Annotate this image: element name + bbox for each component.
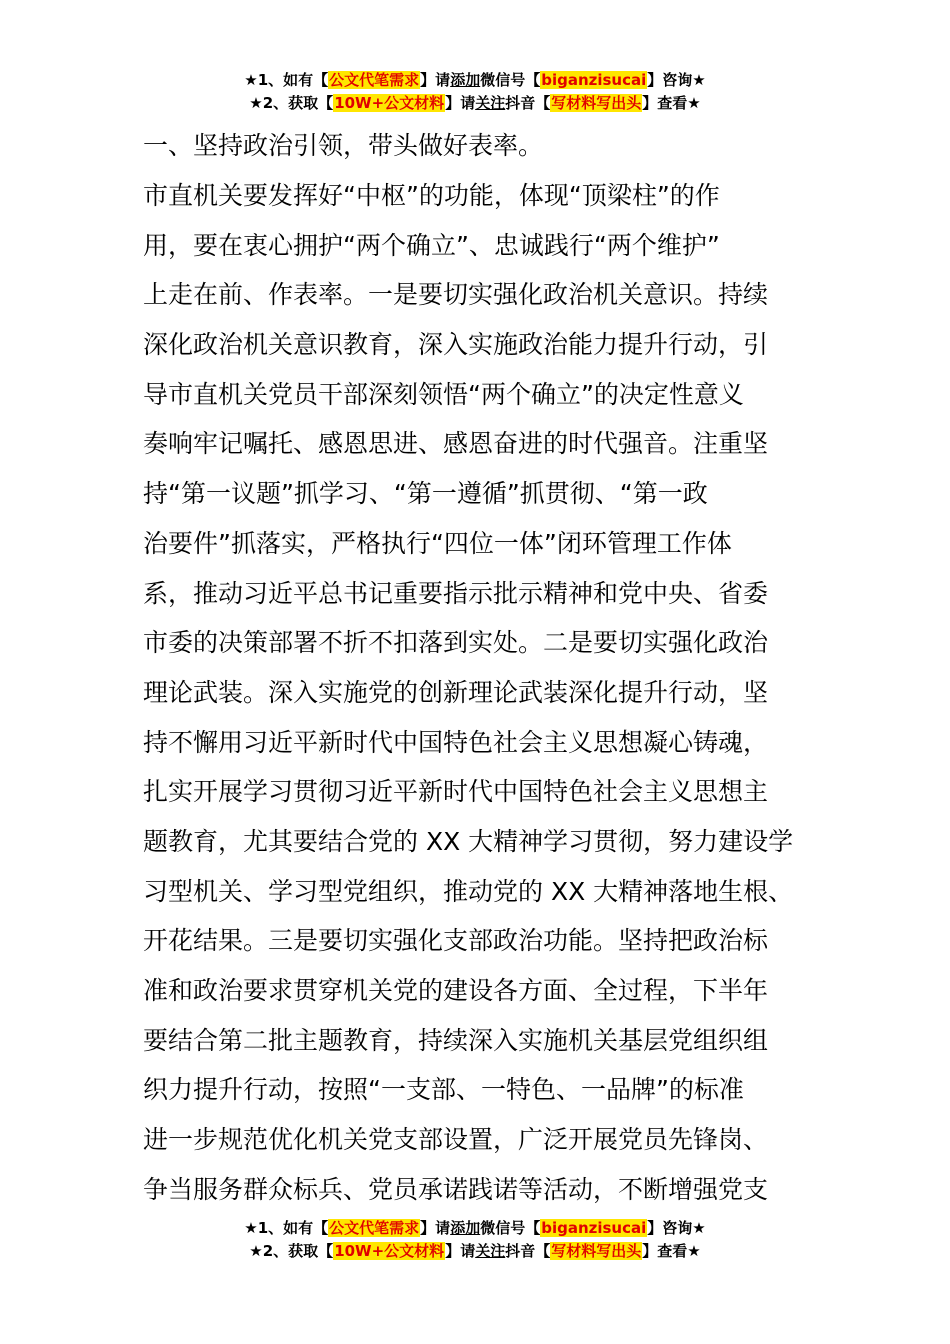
promo-banner-bottom: [0, 1217, 950, 1263]
promo-text: ★1、如有【: [244, 71, 329, 89]
body-line: 织力提升行动，按照“一支部、一特色、一品牌”的标准: [143, 1075, 744, 1105]
promo-line-1: [0, 69, 950, 92]
promo-text: 抖音【: [505, 94, 551, 112]
section-heading: 一、坚持政治引领，带头做好表率。: [143, 131, 544, 160]
body-line: 系，推动习近平总书记重要指示批示精神和党中央、省委: [143, 578, 769, 608]
promo-highlight: 公文代笔需求: [329, 71, 420, 89]
promo-douyin-id: 写材料写出头: [551, 94, 642, 112]
body-line: 深化政治机关意识教育，深入实施政治能力提升行动，引: [143, 330, 769, 360]
promo-line-2: [0, 92, 950, 115]
promo-text: 微信号【: [480, 71, 541, 89]
promo-text: 】请: [445, 94, 476, 112]
promo-emphasis: 添加: [450, 71, 481, 89]
body-line: 开花结果。三是要切实强化支部政治功能。坚持把政治标: [143, 926, 769, 956]
promo-banner-top: [0, 69, 950, 115]
promo-text: 微信号【: [480, 1219, 541, 1237]
promo-text: 】咨询★: [647, 1219, 706, 1237]
body-line: 用，要在衷心拥护“两个确立”、忠诚践行“两个维护”: [143, 230, 720, 260]
promo-wechat-id: biganzisucai: [541, 1219, 647, 1237]
body-line: 理论武装。深入实施党的创新理论武装深化提升行动，坚: [143, 677, 769, 707]
body-line: 题教育，尤其要结合党的 XX 大精神学习贯彻，努力建设学: [143, 826, 794, 856]
body-line: 持不懈用习近平新时代中国特色社会主义思想凝心铸魂，: [143, 727, 769, 757]
body-line: 争当服务群众标兵、党员承诺践诺等活动，不断增强党支: [143, 1174, 769, 1204]
body-line: 治要件”抓落实，严格执行“四位一体”闭环管理工作体: [143, 528, 732, 558]
body-paragraph: [143, 171, 813, 1214]
body-line: 导市直机关党员干部深刻领悟“两个确立”的决定性意义: [143, 379, 744, 409]
body-line: 奏响牢记嘱托、感恩思进、感恩奋进的时代强音。注重坚: [143, 429, 769, 459]
promo-text: ★2、获取【: [249, 1242, 334, 1260]
promo-wechat-id: biganzisucai: [541, 71, 647, 89]
promo-emphasis: 关注: [475, 94, 506, 112]
promo-highlight: 10W+公文材料: [334, 94, 445, 112]
body-line: 市直机关要发挥好“中枢”的功能，体现“顶梁柱”的作: [143, 181, 720, 210]
promo-text: 】请: [420, 71, 451, 89]
promo-text: 】请: [445, 1242, 476, 1260]
promo-highlight: 公文代笔需求: [329, 1219, 420, 1237]
promo-text: ★2、获取【: [249, 94, 334, 112]
promo-emphasis: 关注: [475, 1242, 506, 1260]
promo-text: 抖音【: [505, 1242, 551, 1260]
body-line: 扎实开展学习贯彻习近平新时代中国特色社会主义思想主: [143, 777, 769, 807]
body-line: 市委的决策部署不折不扣落到实处。二是要切实强化政治: [143, 628, 769, 658]
promo-emphasis: 添加: [450, 1219, 481, 1237]
promo-line-2: [0, 1240, 950, 1263]
promo-highlight: 10W+公文材料: [334, 1242, 445, 1260]
body-line: 进一步规范优化机关党支部设置，广泛开展党员先锋岗、: [143, 1125, 769, 1155]
body-line: 上走在前、作表率。一是要切实强化政治机关意识。持续: [143, 280, 769, 310]
body-line: 要结合第二批主题教育，持续深入实施机关基层党组织组: [143, 1025, 769, 1055]
promo-text: ★1、如有【: [244, 1219, 329, 1237]
promo-douyin-id: 写材料写出头: [551, 1242, 642, 1260]
promo-text: 】咨询★: [647, 71, 706, 89]
promo-text: 】查看★: [642, 94, 701, 112]
body-line: 准和政治要求贯穿机关党的建设各方面、全过程，下半年: [143, 976, 769, 1005]
promo-text: 】查看★: [642, 1242, 701, 1260]
promo-line-1: [0, 1217, 950, 1240]
body-line: 持“第一议题”抓学习、“第一遵循”抓贯彻、“第一政: [143, 479, 708, 509]
promo-text: 】请: [420, 1219, 451, 1237]
body-line: 习型机关、学习型党组织，推动党的 XX 大精神落地生根、: [143, 876, 794, 906]
